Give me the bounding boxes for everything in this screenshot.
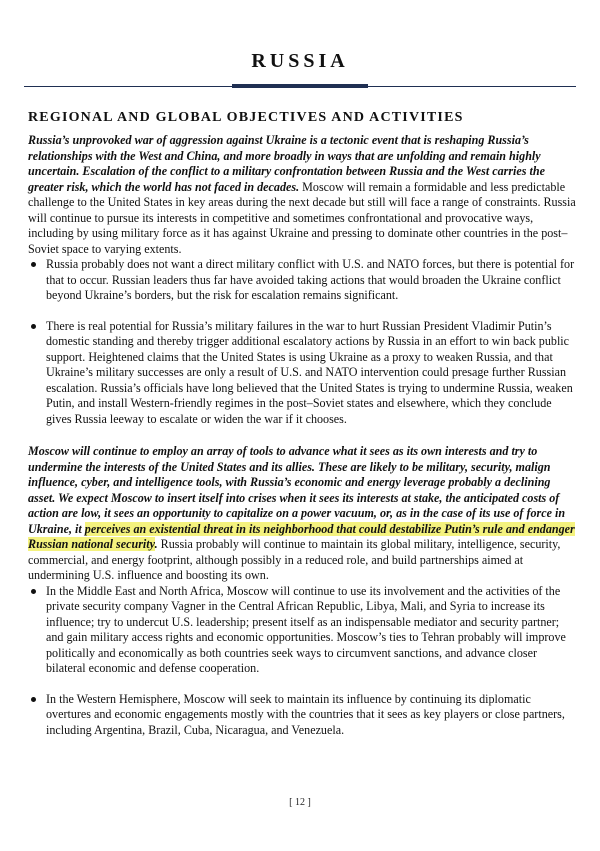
paragraph-tools [28,444,576,584]
section-heading: REGIONAL AND GLOBAL OBJECTIVES AND ACTIVITIES [28,110,464,125]
paragraph-tools-lead-end: . [154,537,158,551]
paragraph-intro [28,133,576,257]
highlighted-text: perceives an existential threat in its neighborhood that could destabilize Putin’s rule and endanger Russian national security [28,521,575,551]
document-body [28,133,576,738]
paragraph-intro-lead: Russia’s unprovoked war of aggression against Ukraine is a tectonic event that is reshaping Russia’s relationships with the West and China, and more broadly in ways that are unfolding and remain highly uncertain. Escalation of the conflict to a military confrontation between Russia and the West carries the greater risk, which the world has not faced in decades. [28,133,545,194]
bullet-icon [31,589,36,594]
title-rule-accent [232,84,368,88]
paragraph-tools-lead: Moscow will continue to employ an array of tools to advance what it sees as its own interests and try to undermine the interests of the United States and its allies. These are likely to be military, security, malign influence, cyber, and intelligence tools, with Russia’s economic and energy leverage probably a declining asset. We expect Moscow to insert itself into crises when it sees its interests at stake, the anticipated costs of action are low, it sees an opportunity to capitalize on a power vacuum, or, as in the case of its use of force in Ukraine, it [28,444,566,536]
paragraph-tools-body: Russia probably will continue to maintain its global military, intelligence, security, commercial, and energy footprint, although possibly in a reduced role, and build partnerships aimed at undermining U.S. influence and boosting its own. [28,537,561,582]
paragraph-intro-body: Moscow will remain a formidable and less predictable challenge to the United States in key areas during the next decade but still will face a range of constraints. Russia will continue to pursue its interests in competitive and sometimes confrontational and provocative ways, including by using military force as it has against Ukraine and pressing to dominate other countries in the post–Soviet space to varying extents. [28,179,576,256]
bullet-text: In the Middle East and North Africa, Moscow will continue to use its involvement and the activities of the private security company Vagner in the Central African Republic, Libya, Mali, and Syria to increase its influence; try to undercut U.S. leadership; present itself as an indispensable mediator and security partner; and gain military access rights and economic opportunities. Moscow’s ties to Tehran probably will improve politically and economically as both countries seek ways to circumvent sanctions, and advance closer bilateral economic and defense cooperation. [46,583,566,675]
bullet-text: In the Western Hemisphere, Moscow will seek to maintain its influence by continuing its diplomatic overtures and economic engagements mostly with the countries that it sees as key players or close partners, including Argentina, Brazil, Cuba, Nicaragua, and Venezuela. [46,691,565,737]
page-number: [ 12 ] [289,797,311,808]
list-item [28,319,576,428]
bullet-text: There is real potential for Russia’s military failures in the war to hurt Russian President Vladimir Putin’s domestic standing and thereby trigger additional escalatory actions by Russia in an effort to win back public support. Heightened claims that the United States is using Ukraine as a proxy to weaken Russia, and that Ukraine’s military successes are only a result of U.S. and NATO intervention could presage further Russian escalation. Russia’s officials have long believed that the United States is trying to undermine Russia, weaken Putin, and install Western-friendly regimes in the post–Soviet states and elsewhere, which they conclude gives Russia leeway to escalate or widen the war if it chooses. [46,318,573,426]
bullet-icon [31,262,36,267]
list-item [28,257,576,304]
bullet-list-1 [28,257,576,427]
list-item [28,692,576,739]
bullet-icon [31,324,36,329]
bullet-list-2 [28,584,576,739]
bullet-icon [31,697,36,702]
bullet-text: Russia probably does not want a direct military conflict with U.S. and NATO forces, but there is potential for that to occur. Russian leaders thus far have avoided taking actions that would broaden the Ukraine conflict beyond Ukraine’s borders, but the risk for escalation remains significant. [46,257,575,302]
list-item [28,584,576,677]
page-title: RUSSIA [251,50,349,72]
